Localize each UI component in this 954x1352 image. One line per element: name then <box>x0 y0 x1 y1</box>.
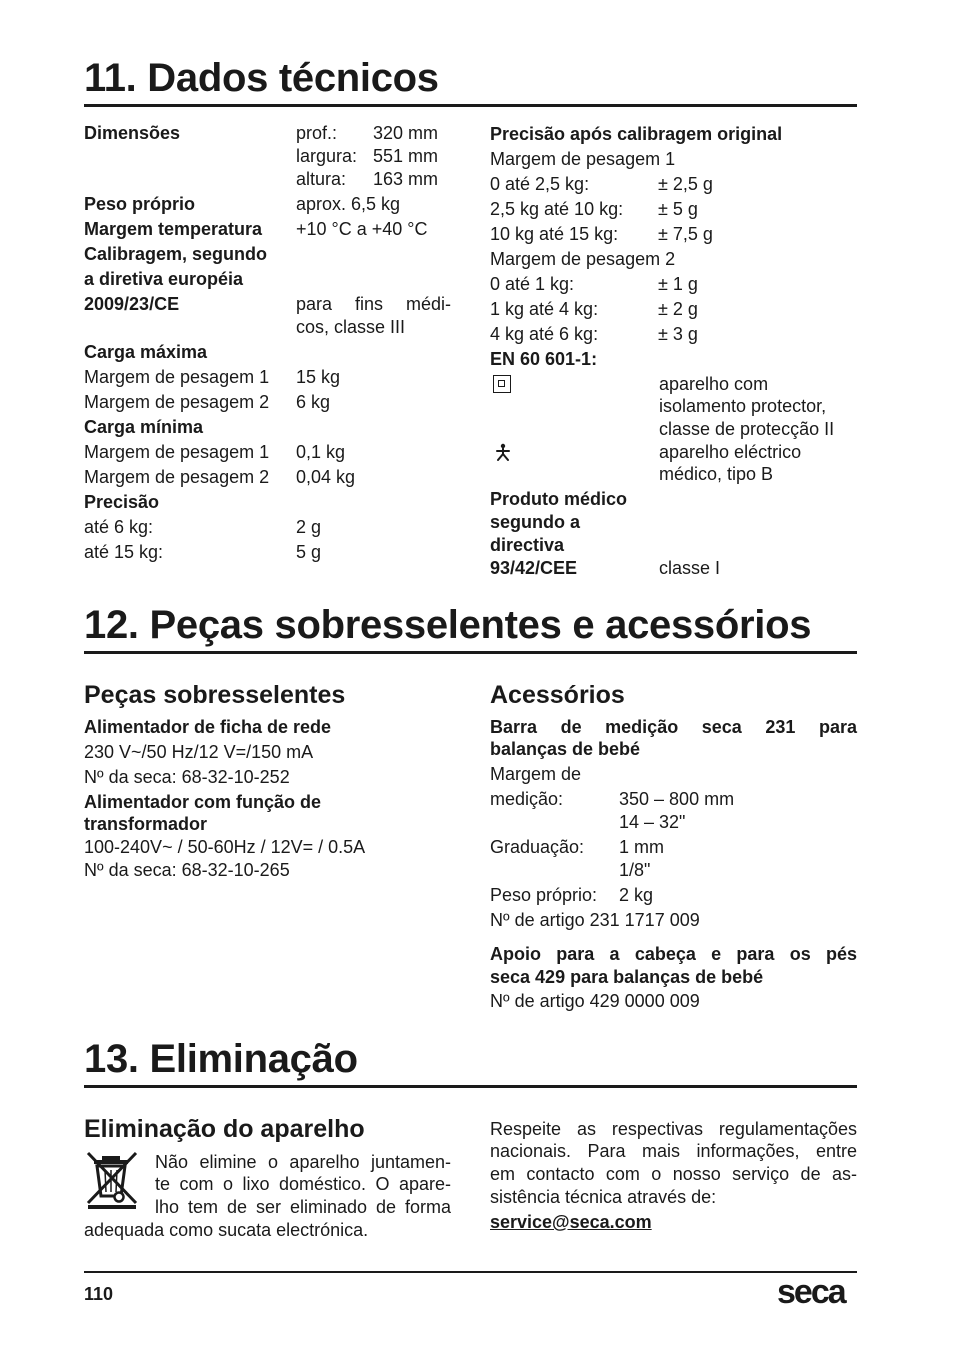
disposal-text-line-4: adequada como sucata electrónica. <box>84 1220 369 1240</box>
weight-label: Peso próprio <box>84 194 196 214</box>
max-load-range-2-key: Margem de pesagem 2 <box>84 392 270 412</box>
range-1-row-1-key: 0 até 2,5 kg: <box>490 174 590 194</box>
min-load-range-1-value: 0,1 kg <box>296 442 346 462</box>
en-standard-label: EN 60 601-1: <box>490 349 598 369</box>
min-load-range-2-value: 0,04 kg <box>296 467 356 487</box>
calibration-value-line-1: para fins médi- <box>296 294 451 314</box>
class-2-line-3: classe de protecção II <box>659 419 835 439</box>
medical-product-line-3: directiva <box>490 535 565 555</box>
medical-product-line-2: segundo a <box>490 512 581 532</box>
calibration-precision-heading: Precisão após calibragem original <box>490 124 783 144</box>
range-1-row-3-key: 10 kg até 15 kg: <box>490 224 619 244</box>
range-2-row-3-key: 4 kg até 6 kg: <box>490 324 599 344</box>
measuring-range-label-line-1: Margem de <box>490 764 582 784</box>
range-1-row-1-value: ± 2,5 g <box>658 174 713 194</box>
dim-height-value: 163 mm <box>373 169 439 189</box>
measuring-range-value-mm: 350 – 800 mm <box>619 789 735 809</box>
medical-product-line-1: Produto médico <box>490 489 628 509</box>
measuring-rod-title-line-2: balanças de bebé <box>490 739 641 759</box>
regulations-text-line-3: em contacto com o nosso serviço de as- <box>490 1164 857 1184</box>
transformer-adapter-title-line-1: Alimentador com função de <box>84 792 322 812</box>
temperature-label: Margem temperatura <box>84 219 263 239</box>
class-2-line-1: aparelho com <box>659 374 769 394</box>
range-1-row-3-value: ± 7,5 g <box>658 224 713 244</box>
section-11-rule <box>84 104 857 107</box>
weight-value: aprox. 6,5 kg <box>296 194 401 214</box>
footer-rule <box>84 1271 857 1273</box>
disposal-text-line-1: Não elimine o aparelho juntamen- <box>155 1152 451 1172</box>
section-12-rule <box>84 651 857 654</box>
medical-product-line-4: 93/42/CEE <box>490 558 578 578</box>
dim-depth-key: prof.: <box>296 123 338 143</box>
power-adapter-part-number: Nº da seca: 68-32-10-252 <box>84 767 290 787</box>
head-foot-support-article-number: Nº de artigo 429 0000 009 <box>490 991 700 1011</box>
regulations-text-line-2: nacionais. Para mais informações, entre <box>490 1141 857 1161</box>
dimensions-label: Dimensões <box>84 123 181 143</box>
max-load-range-2-value: 6 kg <box>296 392 331 412</box>
head-foot-support-title-line-1: Apoio para a cabeça e para os pés <box>490 944 857 964</box>
power-adapter-spec: 230 V~/50 Hz/12 V=/150 mA <box>84 742 314 762</box>
graduation-label: Graduação: <box>490 837 585 857</box>
page-number: 110 <box>84 1284 114 1304</box>
calibration-label-line-3: 2009/23/CE <box>84 294 180 314</box>
graduation-value-in: 1/8" <box>619 860 651 880</box>
medical-product-class: classe I <box>659 558 721 578</box>
transformer-adapter-spec: 100-240V~ / 50-60Hz / 12V= / 0.5A <box>84 837 366 857</box>
measuring-range-value-in: 14 – 32" <box>619 812 686 832</box>
temperature-value: +10 °C a +40 °C <box>296 219 428 239</box>
range-1-label: Margem de pesagem 1 <box>490 149 676 169</box>
section-13-rule <box>84 1085 857 1088</box>
spare-parts-heading: Peças sobresselentes <box>84 681 346 709</box>
accessories-heading: Acessórios <box>490 681 625 709</box>
range-1-row-2-key: 2,5 kg até 10 kg: <box>490 199 624 219</box>
section-11-title: 11. Dados técnicos <box>84 56 439 100</box>
measuring-rod-title-line-1: Barra de medição seca 231 para <box>490 717 857 737</box>
section-12-title: 12. Peças sobresselentes e acessórios <box>84 603 812 647</box>
dim-depth-value: 320 mm <box>373 123 439 143</box>
range-2-row-1-value: ± 1 g <box>658 274 698 294</box>
range-2-row-3-value: ± 3 g <box>658 324 698 344</box>
transformer-adapter-part-number: Nº da seca: 68-32-10-265 <box>84 860 290 880</box>
min-load-range-1-key: Margem de pesagem 1 <box>84 442 270 462</box>
precision-15kg-key: até 15 kg: <box>84 542 164 562</box>
crossed-out-bin-icon <box>85 1150 139 1210</box>
transformer-adapter-title-line-2: transformador <box>84 814 208 834</box>
precision-15kg-value: 5 g <box>296 542 322 562</box>
rod-weight-value: 2 kg <box>619 885 654 905</box>
calibration-value-line-2: cos, classe III <box>296 317 406 337</box>
dim-width-value: 551 mm <box>373 146 439 166</box>
disposal-text-line-2: te com o lixo doméstico. O apare- <box>155 1174 451 1194</box>
calibration-label-line-1: Calibragem, segundo <box>84 244 268 264</box>
type-b-applied-part-icon <box>494 443 512 461</box>
max-load-range-1-key: Margem de pesagem 1 <box>84 367 270 387</box>
range-2-row-1-key: 0 até 1 kg: <box>490 274 575 294</box>
dim-width-key: largura: <box>296 146 358 166</box>
precision-6kg-key: até 6 kg: <box>84 517 154 537</box>
dim-height-key: altura: <box>296 169 347 189</box>
max-load-label: Carga máxima <box>84 342 208 362</box>
min-load-range-2-key: Margem de pesagem 2 <box>84 467 270 487</box>
regulations-text-line-4: sistência técnica através de: <box>490 1187 717 1207</box>
range-2-row-2-key: 1 kg até 4 kg: <box>490 299 599 319</box>
rod-weight-label: Peso próprio: <box>490 885 598 905</box>
measuring-range-label-line-2: medição: <box>490 789 564 809</box>
type-b-line-1: aparelho eléctrico <box>659 442 802 462</box>
range-1-row-2-value: ± 5 g <box>658 199 698 219</box>
disposal-text-line-3: lho tem de ser eliminado de forma <box>155 1197 451 1217</box>
calibration-label-line-2: a diretiva européia <box>84 269 244 289</box>
protection-class-2-icon <box>493 375 511 393</box>
graduation-value-mm: 1 mm <box>619 837 664 857</box>
type-b-line-2: médico, tipo B <box>659 464 774 484</box>
precision-label: Precisão <box>84 492 160 512</box>
max-load-range-1-value: 15 kg <box>296 367 341 387</box>
seca-logo: seca <box>777 1273 845 1311</box>
service-email-link[interactable]: service@seca.com <box>490 1212 652 1232</box>
regulations-text-line-1: Respeite as respectivas regulamentações <box>490 1119 857 1139</box>
min-load-label: Carga mínima <box>84 417 204 437</box>
section-13-title: 13. Eliminação <box>84 1037 358 1081</box>
range-2-row-2-value: ± 2 g <box>658 299 698 319</box>
power-adapter-title: Alimentador de ficha de rede <box>84 717 332 737</box>
rod-article-number: Nº de artigo 231 1717 009 <box>490 910 700 930</box>
disposal-heading: Eliminação do aparelho <box>84 1115 365 1143</box>
class-2-line-2: isolamento protector, <box>659 396 827 416</box>
precision-6kg-value: 2 g <box>296 517 322 537</box>
range-2-label: Margem de pesagem 2 <box>490 249 676 269</box>
head-foot-support-title-line-2: seca 429 para balanças de bebé <box>490 967 764 987</box>
